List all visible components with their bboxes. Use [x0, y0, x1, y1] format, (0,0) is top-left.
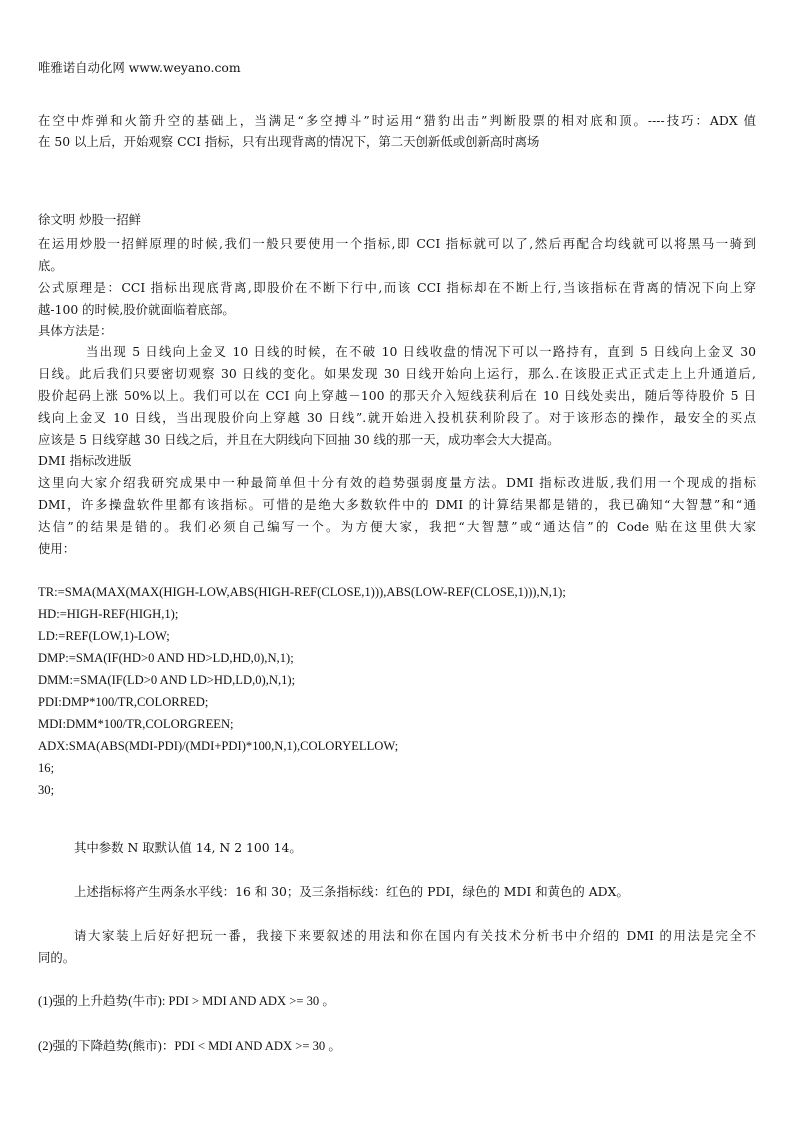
code-line-hd: HD:=HIGH-REF(HIGH,1); [38, 607, 179, 621]
code-line-tr: TR:=SMA(MAX(MAX(HIGH-LOW,ABS(HIGH-REF(CLOSE,1))),ABS(LOW-REF(CLOSE,1))),N,1); [38, 585, 566, 599]
site-header: 唯雅诺自动化网 www.weyano.com [38, 60, 241, 75]
code-line-16: 16; [38, 761, 55, 775]
section1-line-4: 越-100 的时候,股价就面临着底部。 [38, 302, 235, 317]
params-text: 其中参数 N 取默认值 14, N 2 100 14。 [74, 840, 302, 855]
intro-line-1: 在空中炸弹和火箭升空的基础上，当满足“多空搏斗”时运用“猎豹出击”判断股票的相对底和顶。----技巧：ADX 值 [38, 113, 756, 128]
section1-title: 徐文明 炒股一招鲜 [38, 212, 142, 227]
section1-line-6: 当出现 5 日线向上金叉 10 日线的时候，在不破 10 日线收盘的情况下可以一路持有，直到 5 日线向上金叉 30 [86, 344, 756, 359]
section1-line-7: 日线。此后我们只要密切观察 30 日线的变化。如果发现 30 日线开始向上运行，那么.在该股正式正式走上上升通道后, [38, 366, 756, 381]
trend-down-rule: (2)强的下降趋势(熊市)：PDI < MDI AND ADX >= 30 。 [38, 1039, 341, 1053]
section1-line-5: 具体方法是： [38, 323, 113, 338]
section2-line-4: 使用： [38, 541, 76, 556]
section1-line-2: 底。 [38, 258, 63, 273]
section1-line-9: 线向上金叉 10 日线，当出现股价向上穿越 30 日线”.就开始进入投机获利阶段了。对于该形态的操作，最安全的买点 [38, 410, 756, 425]
section1-line-8: 股价起码上涨 50%以上。我们可以在 CCI 向上穿越－100 的那天介入短线获利后在 10 日线处卖出，随后等待股价 5 日 [38, 388, 756, 403]
lines-desc-text: 上述指标将产生两条水平线：16 和 30；及三条指标线：红色的 PDI，绿色的 MDI 和黄色的 ADX。 [74, 884, 629, 899]
section1-line-1: 在运用炒股一招鲜原理的时候,我们一般只要使用一个指标,即 CCI 指标就可以了,然后再配合均线就可以将黑马一骑到 [38, 236, 756, 251]
section2-title: DMI 指标改进版 [38, 453, 132, 468]
usage-line-1: 请大家装上后好好把玩一番，我接下来要叙述的用法和你在国内有关技术分析书中介绍的 DMI 的用法是完全不 [74, 928, 756, 943]
section2-line-1: 这里向大家介绍我研究成果中一种最简单但十分有效的趋势强弱度量方法。DMI 指标改进版,我们用一个现成的指标 [38, 475, 756, 490]
usage-line-2: 同的。 [38, 950, 76, 965]
code-line-pdi: PDI:DMP*100/TR,COLORRED; [38, 695, 209, 709]
code-line-mdi: MDI:DMM*100/TR,COLORGREEN; [38, 717, 234, 731]
code-line-dmm: DMM:=SMA(IF(LD>0 AND LD>HD,LD,0),N,1); [38, 673, 296, 687]
section2-line-3: 达信”的结果是错的。我们必须自己编写一个。为方便大家，我把“大智慧”或“通达信”的 Code 贴在这里供大家 [38, 519, 756, 534]
intro-line-2: 在 50 以上后，开始观察 CCI 指标，只有出现背离的情况下，第二天创新低或创新高时离场 [38, 134, 540, 149]
trend-up-rule: (1)强的上升趋势(牛市): PDI > MDI AND ADX >= 30 。 [38, 994, 335, 1008]
section2-line-2: DMI，许多操盘软件里都有该指标。可惜的是绝大多数软件中的 DMI 的计算结果都是错的，我已确知“大智慧”和“通 [38, 497, 756, 512]
section1-line-3: 公式原理是：CCI 指标出现底背离,即股价在不断下行中,而该 CCI 指标却在不断上行,当该指标在背离的情况下向上穿 [38, 280, 756, 295]
code-line-30: 30; [38, 783, 55, 797]
code-line-dmp: DMP:=SMA(IF(HD>0 AND HD>LD,HD,0),N,1); [38, 651, 294, 665]
code-line-ld: LD:=REF(LOW,1)-LOW; [38, 629, 170, 643]
section1-line-10: 应该是 5 日线穿越 30 日线之后，并且在大阴线向下回抽 30 线的那一天，成功率会大大提高。 [38, 432, 560, 447]
code-line-adx: ADX:SMA(ABS(MDI-PDI)/(MDI+PDI)*100,N,1),COLORYELLOW; [38, 739, 399, 753]
